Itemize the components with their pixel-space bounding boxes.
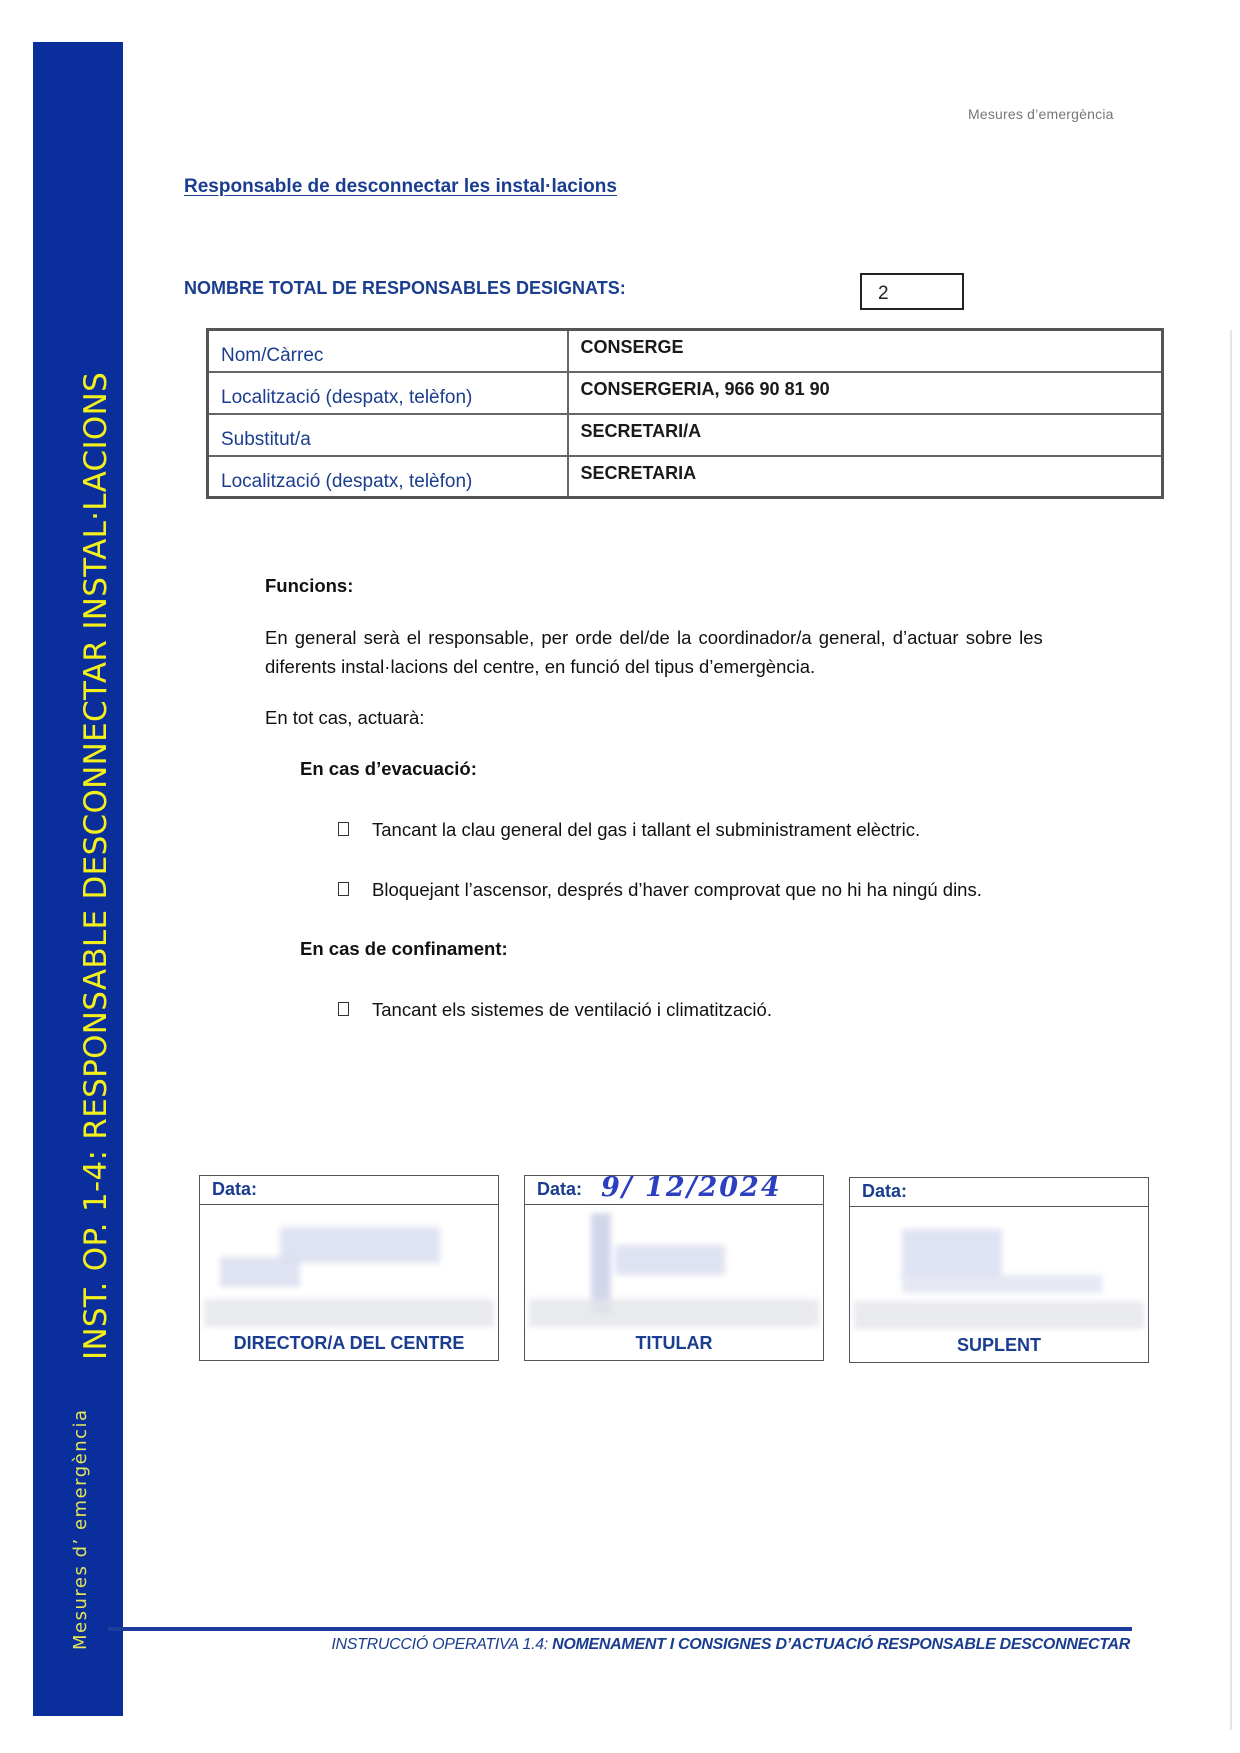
confinement-item: Tancant els sistemes de ventilació i climatització. (372, 999, 772, 1020)
signature-area[interactable] (200, 1205, 498, 1331)
role-label: DIRECTOR/A DEL CENTRE (233, 1333, 465, 1353)
responsables-table (206, 328, 1164, 499)
date-field[interactable] (850, 1178, 1148, 1207)
checkbox-icon[interactable] (338, 822, 349, 836)
date-label: Data: (862, 1181, 908, 1201)
role-label: TITULAR (635, 1333, 713, 1353)
checkbox-icon[interactable] (338, 882, 349, 896)
table-row (208, 330, 1163, 372)
section-title: Responsable de desconnectar les instal·lacions (184, 176, 617, 197)
functions-intro-line1: En general serà el responsable, per orde del/de la coordinador/a general, d’actuar sobre les (265, 627, 1043, 648)
checkbox-icon[interactable] (338, 1002, 349, 1016)
evacuation-item: Tancant la clau general del gas i tallant el subministrament elèctric. (372, 819, 921, 840)
role-label: SUPLENT (956, 1335, 1041, 1355)
table-row (208, 456, 1163, 498)
in-any-case-text: En tot cas, actuarà: (265, 707, 425, 728)
handwritten-date: 9/ 12/2024 (601, 1172, 782, 1203)
signature-box-titular (524, 1172, 824, 1361)
footer-title (331, 1636, 1130, 1654)
row-value[interactable]: CONSERGERIA, 966 90 81 90 (568, 372, 1163, 414)
signature-area[interactable] (525, 1205, 823, 1331)
signature-box-director (199, 1175, 499, 1361)
date-field[interactable] (200, 1176, 498, 1205)
footer-main: NOMENAMENT I CONSIGNES D’ACTUACIÓ RESPONSABLE DESCONNECTAR (552, 1636, 1130, 1653)
functions-heading: Funcions: (265, 575, 354, 596)
footer-divider (108, 1627, 1132, 1631)
sidebar-title: INST. OP. 1-4: RESPONSABLE DESCONNECTAR INSTAL·LACIONS (78, 371, 114, 1360)
row-label: Nom/Càrrec (208, 330, 568, 372)
row-label: Substitut/a (208, 414, 568, 456)
table-row (208, 372, 1163, 414)
total-responsables-field[interactable] (860, 273, 964, 310)
functions-intro-line2: diferents instal·lacions del centre, en funció del tipus d’emergència. (265, 656, 816, 677)
row-value[interactable]: SECRETARI/A (568, 414, 1163, 456)
row-label: Localització (despatx, telèfon) (208, 456, 568, 498)
date-label: Data: (537, 1179, 583, 1199)
table-row (208, 414, 1163, 456)
running-header: Mesures d’emergència (968, 106, 1114, 122)
signature-area[interactable] (850, 1207, 1148, 1333)
row-label: Localització (despatx, telèfon) (208, 372, 568, 414)
total-responsables-label: NOMBRE TOTAL DE RESPONSABLES DESIGNATS: (184, 278, 626, 298)
footer-prefix: INSTRUCCIÓ OPERATIVA 1.4: (331, 1636, 553, 1653)
evacuation-heading: En cas d’evacuació: (300, 758, 477, 779)
signature-box-suplent (849, 1177, 1149, 1363)
page-edge (1230, 330, 1232, 1730)
total-responsables-value: 2 (878, 283, 889, 304)
confinement-heading: En cas de confinament: (300, 938, 508, 959)
date-field[interactable] (525, 1172, 823, 1205)
evacuation-item: Bloquejant l’ascensor, després d’haver comprovat que no hi ha ningú dins. (372, 879, 982, 900)
date-label: Data: (212, 1179, 258, 1199)
row-value[interactable]: CONSERGE (568, 330, 1163, 372)
sidebar-subtitle: Mesures d’ emergència (70, 1408, 91, 1650)
row-value[interactable]: SECRETARIA (568, 456, 1163, 498)
